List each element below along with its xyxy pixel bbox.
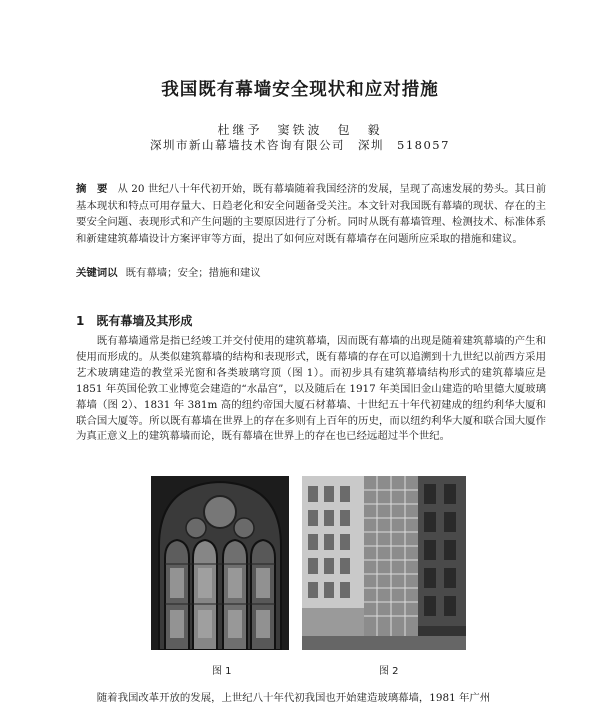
keywords-label: 关键词以 (76, 267, 118, 279)
figure-1-caption: 图 1 (212, 666, 232, 677)
abstract-label: 摘 要 (76, 183, 108, 195)
section-title: 既有幕墙及其形成 (96, 314, 193, 328)
abstract (76, 181, 546, 247)
keywords (76, 265, 546, 281)
figure-1-image (151, 476, 289, 650)
keywords-text: 既有幕墙；安全；措施和建议 (125, 267, 261, 279)
figure-2-caption: 图 2 (379, 666, 399, 677)
body-paragraph-continued: 随着我国改革开放的发展，上世纪八十年代初我国也开始建造玻璃幕墙，1981 年广州 (96, 692, 491, 704)
body-paragraph: 既有幕墙通常是指已经竣工并交付使用的建筑幕墙，因而既有幕墙的出现是随着建筑幕墙的产生和使用而形成的。从类似建筑幕墙的结构和表现形式，既有幕墙的存在可以追溯到十九世纪以前西方采用艺术玻璃建造的教堂采光窗和各类玻璃穹顶（图 1）。而初步具有建筑幕墙结构形式的建筑幕墙应是 1851 年英国伦敦工业博览会建造的“水晶宫”，以及随后在 1917 年美国旧金山建造的哈里德大厦玻璃幕墙（图 2）、1831 年 381m 高的纽约帝国大厦石材幕墙、十世纪五十年代初建成的纽约利华大厦和联合国大厦等。所以既有幕墙在世界上的存在多则有上百年的历史，而以纽约利华大厦和联合国大厦作为真正意义上的建筑幕墙而论，既有幕墙在世界上的存在也已经远超过半个世纪。 (76, 335, 546, 443)
affiliation: 深圳市新山幕墙技术咨询有限公司 深圳 518057 (150, 138, 450, 152)
section-number: 1 (76, 314, 85, 328)
abstract-text: 从 20 世纪八十年代初开始，既有幕墙随着我国经济的发展，呈现了高速发展的势头。其日前基本现状和特点可用存量大、日趋老化和安全问题备受关注。本文针对我国既有幕墙的现状、存在的主要安全问题、表现形式和产生问题的主要原因进行了分析。同时从既有幕墙管理、检测技术、标准体系和新建建筑幕墙设计方案评审等方面，提出了如何应对既有幕墙存在问题所应采取的措施和建议。 (76, 183, 546, 245)
paper-title: 我国既有幕墙安全现状和应对措施 (161, 80, 439, 100)
author-list: 杜继予 窦铁波 包 毅 (217, 123, 383, 137)
stained-glass-window-photo-icon (151, 476, 289, 650)
figure-2-image (302, 476, 466, 650)
section-heading (76, 312, 546, 329)
building-facade-photo-icon (302, 476, 466, 650)
